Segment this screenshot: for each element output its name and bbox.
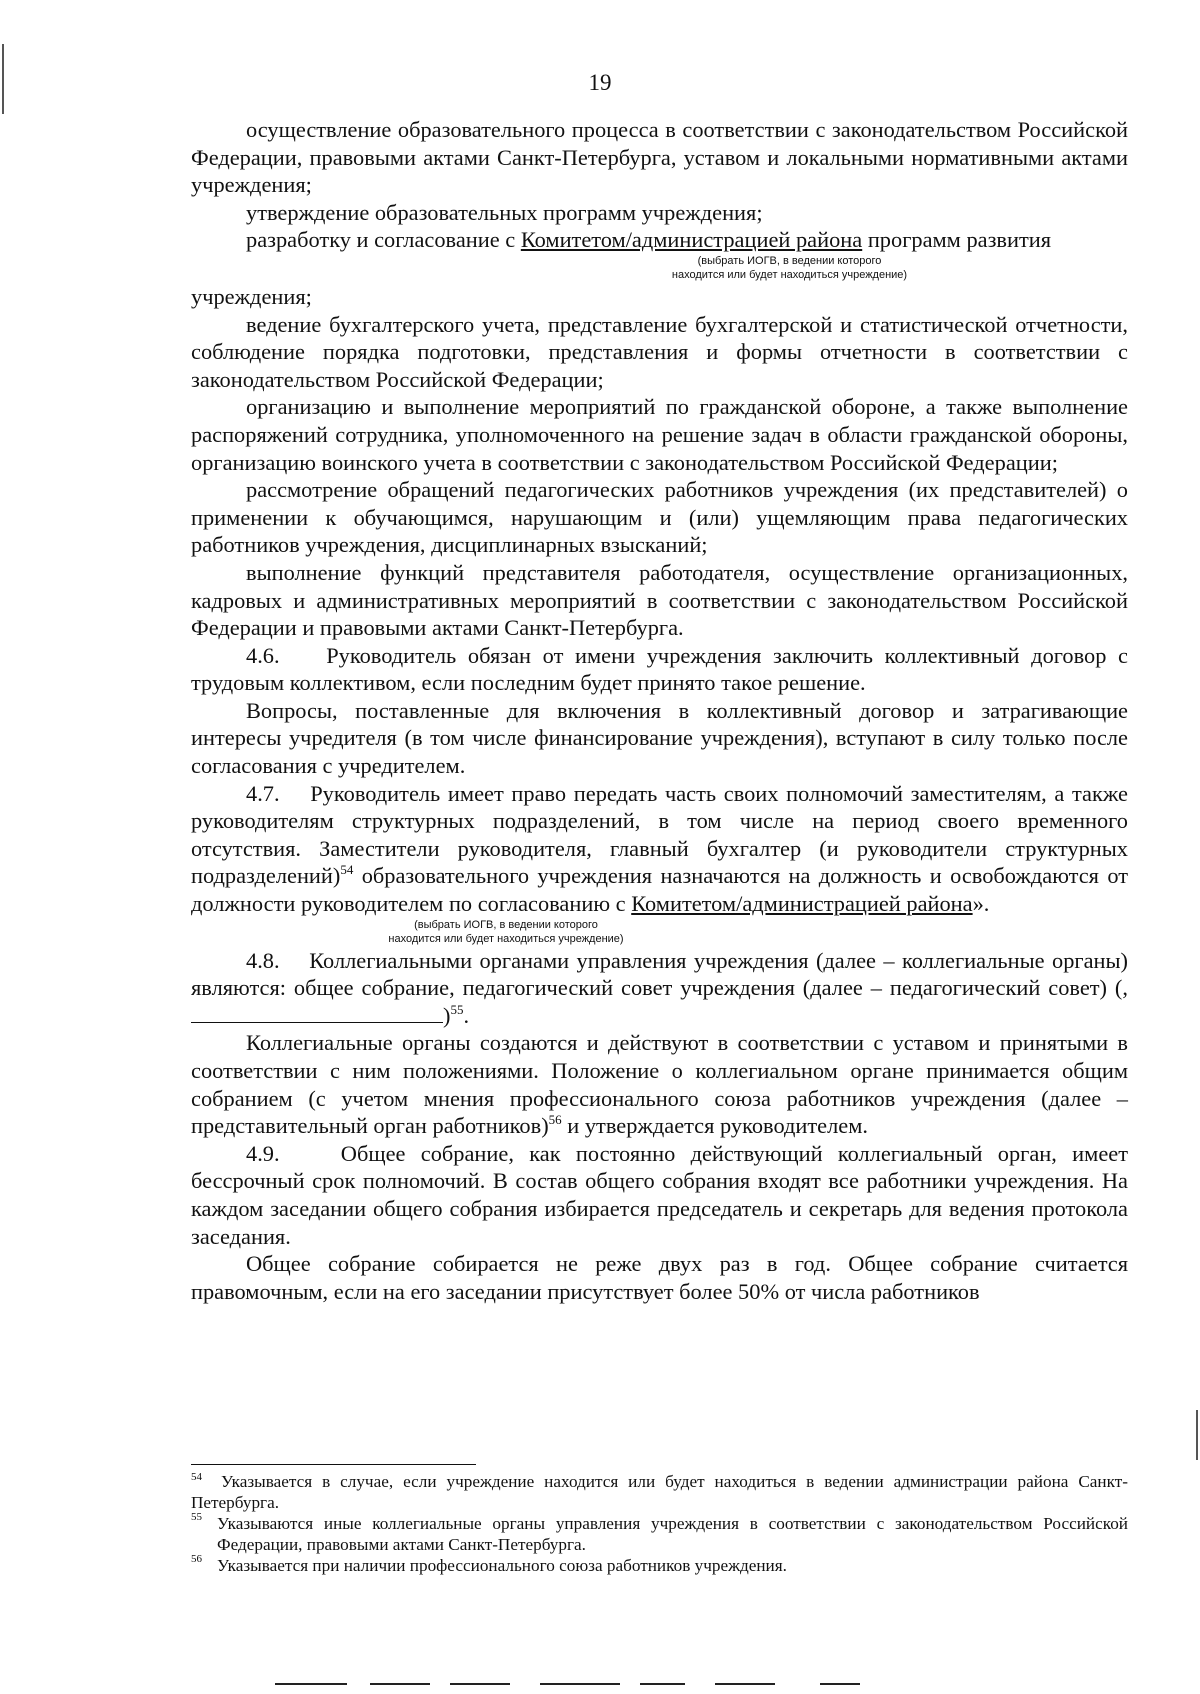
footnote-text: Указывается при наличии профессионального союза работников учреждения. [217,1556,787,1575]
paragraph: осуществление образовательного процесса в соответствии с законодательством Российской Федерации, правовыми актами Санкт-Петербурга, уставом и локальными нормативными актами учреждения; [191,117,1128,198]
footnote-reference: 56 [548,1112,562,1128]
paragraph-text: Коллегиальные органы создаются и действуют в соответствии с уставом и принятыми в соответствии с ним положениями. Положение о коллегиальном органе принимается общим собранием (с учетом мнения профессионального союза работников учреждения (далее – представительный орган работников) [191,1030,1128,1139]
footnote-separator [191,1464,476,1465]
placeholder-note-line: (выбрать ИОГВ, в ведении которого [697,254,882,267]
paragraph: рассмотрение обращений педагогических работников учреждения (их представителей) о применении к обучающимся, нарушающим и (или) ущемляющим права педагогических работников учреждения, дисциплинарных взысканий; [191,477,1128,558]
document-body [191,116,1134,1305]
paragraph-text: разработку и согласование с [246,227,521,253]
paragraph: Вопросы, поставленные для включения в коллективный договор и затрагивающие интересы учредителя (в том числе финансирование учреждения), вступают в силу только после согласования с учредителем. [191,697,1128,779]
scan-mark [715,1683,775,1685]
placeholder-note [191,254,1128,282]
underlined-placeholder: Комитетом/администрацией района [631,891,973,917]
placeholder-note-line: находится или будет находиться учреждение) [671,268,908,281]
placeholder-note [191,918,821,946]
underlined-placeholder: Комитетом/администрацией района [520,227,863,253]
scan-mark [640,1683,685,1685]
footnote [191,1471,1128,1513]
paragraph [191,947,1134,1030]
paragraph [191,780,1134,918]
left-edge-mark [2,44,4,114]
paragraph-text: и утверждается руководителем. [561,1113,868,1139]
scan-mark [370,1683,430,1685]
footnote [191,1555,1128,1576]
scan-mark [275,1683,347,1685]
paragraph-text: образовательного учреждения назначаются на должность и освобождаются от должности руководителем по согласованию с [191,863,1134,917]
scan-bottom-marks [275,1683,975,1687]
paragraph: Общее собрание собирается не реже двух раз в год. Общее собрание считается правомочным, если на его заседании присутствует более 50% от числа работников [191,1251,1128,1304]
paragraph-text: ». [972,891,990,917]
fill-in-blank [191,1003,443,1023]
paragraph-text: 4.8. Коллегиальными органами управления учреждения (далее – коллегиальные органы) являются: общее собрание, педагогический совет учреждения (далее – педагогический совет) (, [191,947,1134,1001]
paragraph-text: . [463,1002,470,1028]
footnote-text: Указываются иные коллегиальные органы управления учреждения в соответствии с законодательством Российской Федерации, правовыми актами Санкт-Петербурга. [217,1514,1128,1554]
paragraph: 4.6. Руководитель обязан от имени учреждения заключить коллективный договор с трудовым коллективом, если последним будет принято такое решение. [191,642,1134,696]
paragraph: ведение бухгалтерского учета, представление бухгалтерской и статистической отчетности, соблюдение порядка подготовки, представления и формы отчетности в соответствии с законодательством Российской Федерации; [191,311,1128,392]
right-edge-mark [1196,1410,1198,1460]
paragraph [191,1029,1128,1139]
footnote [191,1513,1128,1555]
paragraph-text: ) [443,1002,451,1028]
footnotes [191,1471,1128,1576]
paragraph: учреждения; [191,283,312,309]
placeholder-note-line: находится или будет находиться учреждение) [388,932,624,945]
footnote-text: Указывается в случае, если учреждение находится или будет находиться в ведении администрации района Санкт-Петербурга. [191,1472,1128,1512]
paragraph: организацию и выполнение мероприятий по гражданской обороне, а также выполнение распоряжений сотрудника, уполномоченного на решение задач в области гражданской обороны, организацию воинского учета в соответствии с законодательством Российской Федерации; [191,394,1128,475]
footnote-mark: 55 [191,1511,202,1523]
scan-mark [820,1683,860,1685]
placeholder-note-line: (выбрать ИОГВ, в ведении которого [414,918,598,931]
footnote-reference: 54 [340,862,354,878]
footnote-mark: 56 [191,1553,202,1565]
paragraph-text: 4.7. Руководитель имеет право передать часть своих полномочий заместителям, а также руководителям структурных подразделений, в том числе на период своего временного отсутствия. Заместители руководителя, главный бухгалтер (и руководители структурных подразделений) [191,780,1134,889]
footnote-mark: 54 [191,1471,202,1483]
paragraph: выполнение функций представителя работодателя, осуществление организационных, кадровых и административных мероприятий в соответствии с законодательством Российской Федерации и правовыми актами Санкт-Петербурга. [191,559,1128,641]
paragraph-text: программ развития [862,227,1052,253]
page-number: 19 [588,70,612,95]
paragraph: 4.9. Общее собрание, как постоянно действующий коллегиальный орган, имеет бессрочный срок полномочий. В состав общего собрания входят все работники учреждения. На каждом заседании общего собрания избирается председатель и секретарь для ведения протокола заседания. [191,1140,1134,1249]
scan-mark [540,1683,620,1685]
footnote-reference: 55 [450,1001,464,1017]
scan-mark [450,1683,510,1685]
paragraph [191,226,1128,254]
paragraph: утверждение образовательных программ учреждения; [246,199,763,225]
